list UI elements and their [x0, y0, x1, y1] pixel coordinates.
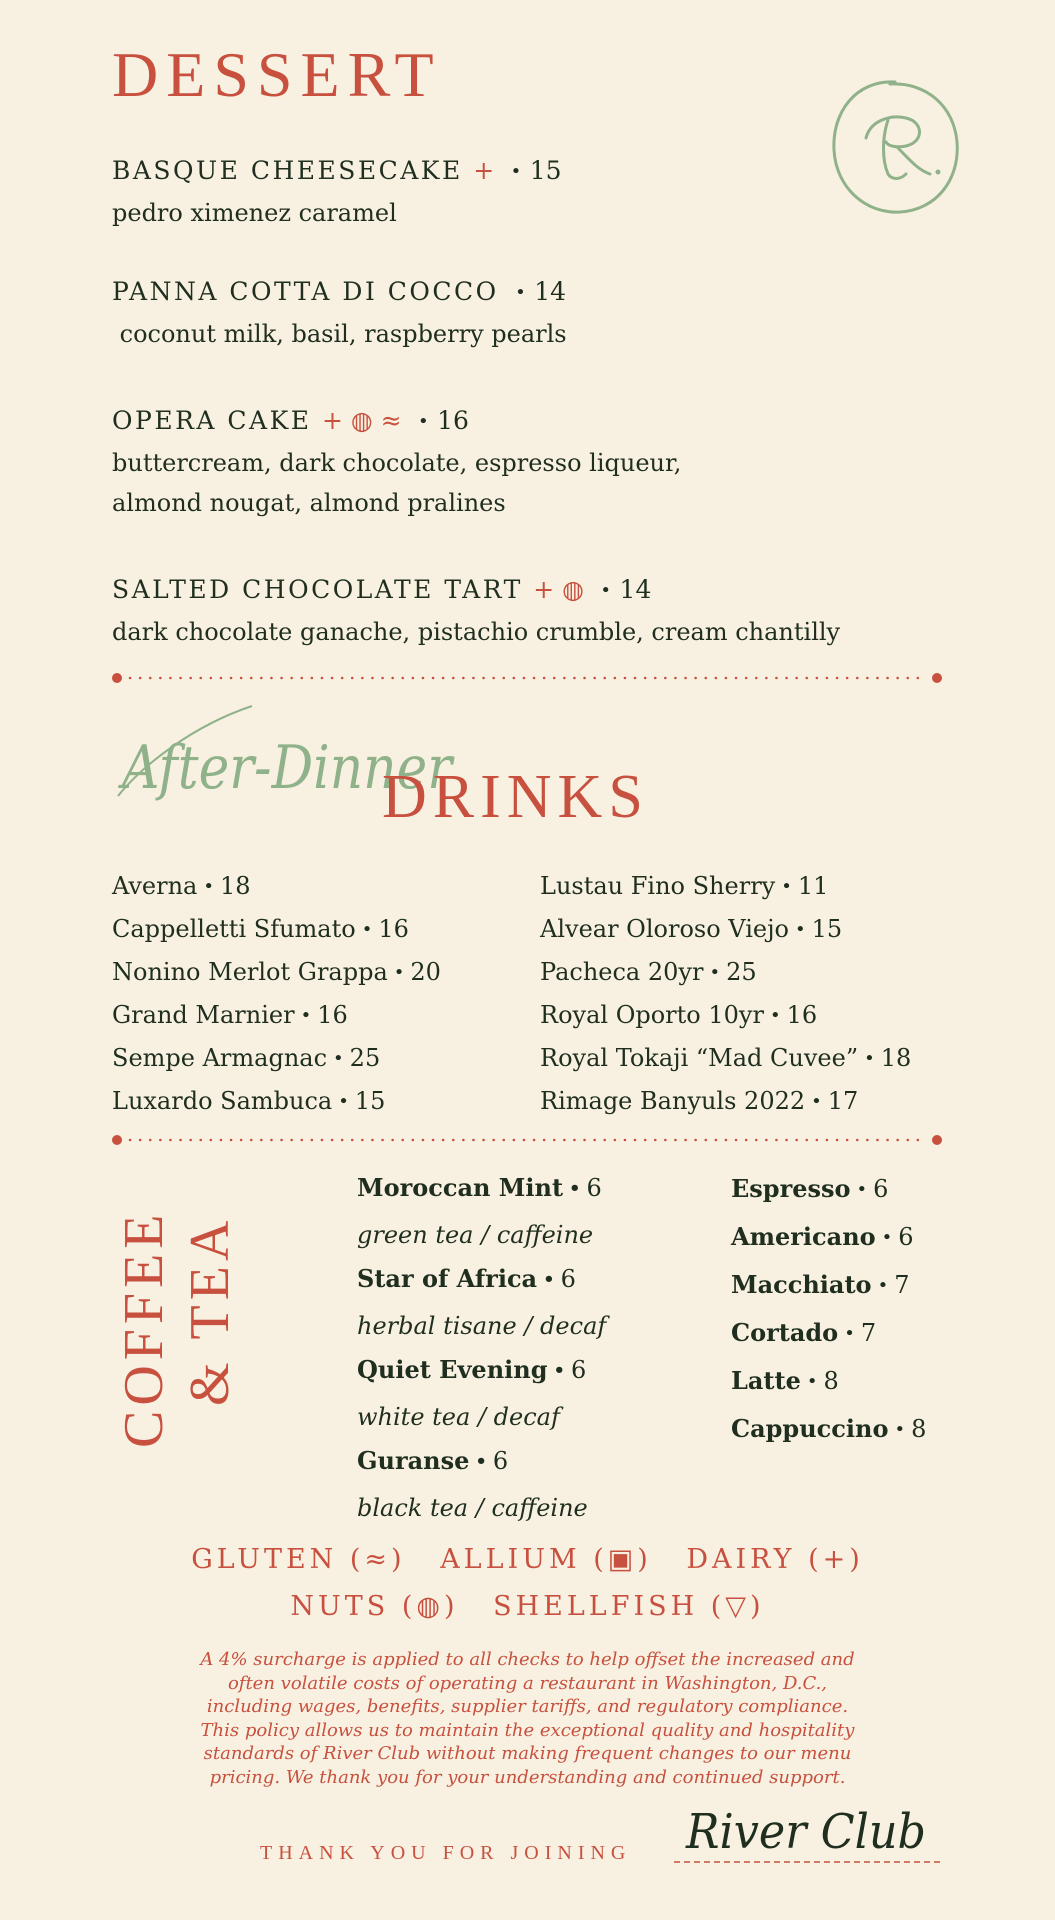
dessert-item	[112, 275, 567, 354]
tea-description: green tea / caffeine	[357, 1221, 594, 1249]
svg-text:After-Dinner: After-Dinner	[117, 733, 455, 803]
svg-text:& TEA: & TEA	[179, 1215, 241, 1406]
tea-description: herbal tisane / decaf	[357, 1312, 607, 1340]
price: 14	[534, 277, 567, 306]
tea-description: white tea / decaf	[357, 1403, 560, 1431]
list-item: Star of Africa • 6	[357, 1264, 576, 1293]
coffee-tea-title	[112, 1168, 242, 1448]
legend-gluten: GLUTEN (≈)	[191, 1544, 406, 1575]
list-item: Alvear Oloroso Viejo • 15	[540, 915, 843, 943]
list-item: Latte • 8	[731, 1366, 839, 1395]
list-item: Averna • 18	[112, 872, 251, 900]
drinks-list-right	[540, 866, 911, 1124]
list-item: Luxardo Sambuca • 15	[112, 1087, 386, 1115]
dessert-item-description: pedro ximenez caramel	[112, 199, 397, 227]
dessert-title: DESSERT	[112, 39, 442, 110]
allergen-symbols: + ◍ ≈	[321, 406, 402, 435]
list-item: Rimage Banyuls 2022 • 17	[540, 1087, 859, 1115]
river-club-monogram-icon	[826, 76, 964, 218]
list-item: Americano • 6	[731, 1222, 914, 1251]
list-item: Quiet Evening • 6	[357, 1355, 587, 1384]
coffee-list	[731, 1166, 926, 1454]
list-item: Royal Oporto 10yr • 16	[540, 1001, 818, 1029]
dessert-item-description: buttercream, dark chocolate, espresso liqueur,	[112, 449, 682, 477]
dessert-item-name: BASQUE CHEESECAKE + • 15	[112, 156, 562, 185]
dessert-item	[112, 154, 562, 233]
list-item: Sempe Armagnac • 25	[112, 1044, 381, 1072]
dessert-item-name: SALTED CHOCOLATE TART + ◍ • 14	[112, 575, 652, 604]
list-item: Cortado • 7	[731, 1318, 877, 1347]
dessert-item	[112, 404, 681, 523]
thank-you-text: THANK YOU FOR JOINING	[260, 1842, 632, 1864]
tea-description: black tea / caffeine	[357, 1494, 588, 1522]
list-item: Espresso • 6	[731, 1174, 889, 1203]
allergen-legend-line-1	[0, 1544, 1055, 1575]
dessert-item-description: dark chocolate ganache, pistachio crumble, cream chantilly	[112, 618, 841, 646]
price: 14	[619, 575, 652, 604]
legend-nuts: NUTS (◍)	[290, 1591, 459, 1622]
list-item: Grand Marnier • 16	[112, 1001, 348, 1029]
allergen-legend-line-2	[0, 1591, 1055, 1622]
tea-list	[357, 1166, 606, 1530]
river-club-signature	[672, 1796, 942, 1876]
svg-text:River Club: River Club	[685, 1804, 926, 1860]
dessert-item	[112, 573, 840, 652]
price: 16	[437, 406, 469, 435]
drinks-title: DRINKS	[382, 763, 649, 831]
price: 15	[529, 156, 562, 185]
list-item: Pacheca 20yr • 25	[540, 958, 757, 986]
list-item: Cappelletti Sfumato • 16	[112, 915, 409, 943]
dessert-item-description: coconut milk, basil, raspberry pearls	[112, 320, 567, 348]
dotted-divider	[112, 1133, 942, 1147]
list-item: Cappuccino • 8	[731, 1414, 927, 1443]
dessert-item-name: OPERA CAKE + ◍ ≈ • 16	[112, 406, 469, 435]
dotted-divider	[112, 671, 942, 685]
list-item: Guranse • 6	[357, 1446, 509, 1475]
dessert-item-name: PANNA COTTA DI COCCO • 14	[112, 277, 567, 306]
list-item: Nonino Merlot Grappa • 20	[112, 958, 441, 986]
list-item: Lustau Fino Sherry • 11	[540, 872, 829, 900]
list-item: Macchiato • 7	[731, 1270, 910, 1299]
legend-shellfish: SHELLFISH (▽)	[493, 1591, 765, 1622]
list-item: Moroccan Mint • 6	[357, 1173, 602, 1202]
legend-dairy: DAIRY (+)	[686, 1544, 864, 1575]
allergen-symbols: +	[473, 156, 495, 185]
svg-text:COFFEE: COFFEE	[113, 1209, 175, 1448]
surcharge-notice: A 4% surcharge is applied to all checks to help offset the increased and often volatile costs of operating a restaurant in Washington, D.C., including wages, benefits, supplier tariffs, and regulatory compliance. This policy allows us to maintain the exceptional quality and hospitality standards of River Club without making frequent changes to our menu pricing. We thank you for your understanding and continued support.	[200, 1649, 855, 1788]
list-item: Royal Tokaji “Mad Cuvee” • 18	[540, 1044, 912, 1072]
drinks-list-left	[112, 866, 441, 1124]
legend-allium: ALLIUM (▣)	[440, 1544, 652, 1575]
allergen-symbols: + ◍	[533, 575, 584, 604]
dessert-item-description: almond nougat, almond pralines	[112, 489, 506, 517]
